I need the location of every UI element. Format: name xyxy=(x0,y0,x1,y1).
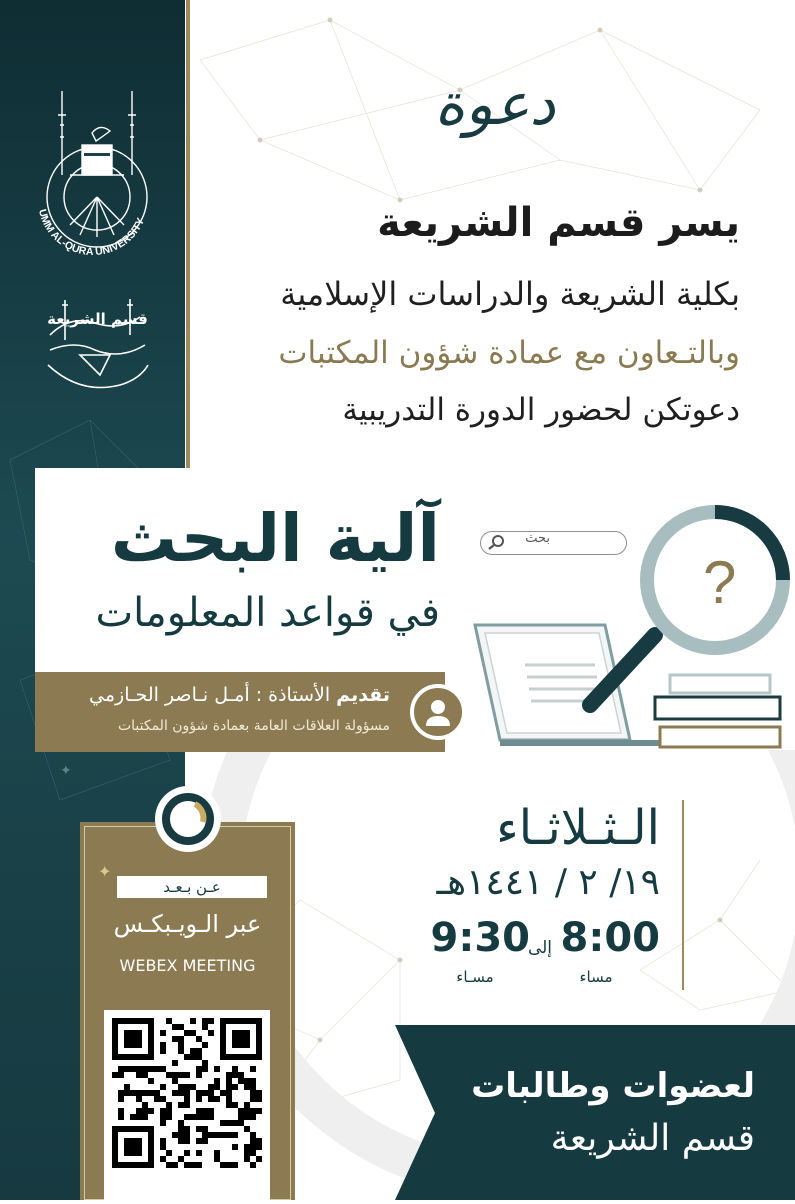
event-day: الـثـلاثـاء xyxy=(496,800,660,856)
qr-code[interactable] xyxy=(104,1010,270,1200)
platform-name-en: WEBEX MEETING xyxy=(119,956,256,975)
search-icon xyxy=(486,533,506,551)
invitation-calligraphy: دعوة xyxy=(434,70,556,138)
remote-label: عـن بـعـد xyxy=(117,876,267,898)
intro-invitation: دعوتكن لحضور الدورة التدريبية xyxy=(342,392,740,428)
intro-heading: يسر قسم الشريعة xyxy=(377,200,740,246)
schedule-divider xyxy=(682,800,684,990)
presenter-role: مسؤولة العلاقات العامة بعمادة شؤون المكتبات xyxy=(117,718,390,734)
university-logo-text xyxy=(18,195,168,259)
svg-text:UMM AL-QURA UNIVERSITY: UMM AL-QURA UNIVERSITY xyxy=(35,207,148,255)
presenter-line xyxy=(45,684,390,706)
intro-college: بكلية الشريعة والدراسات الإسلامية xyxy=(280,275,740,313)
intro-cooperation: وبالتـعاون مع عمادة شؤون المكتبات xyxy=(278,335,740,371)
question-mark-icon: ? xyxy=(703,549,737,616)
end-period: مسـاء xyxy=(456,968,494,986)
moon-badge-icon xyxy=(155,786,221,852)
audience-line-2: قسم الشريعة xyxy=(550,1118,755,1159)
gold-accent-line xyxy=(186,0,190,470)
audience-banner xyxy=(395,1025,795,1200)
time-separator: إلى xyxy=(527,938,553,958)
presenter-label: تقديم xyxy=(336,684,390,706)
start-period: مساء xyxy=(579,968,613,986)
audience-line-1: لعضوات وطالبات xyxy=(471,1066,755,1106)
sparkle-icon: ✦ xyxy=(98,862,112,881)
event-date: ١٩/ ٢ / ١٤٤١هـ xyxy=(436,862,660,903)
presenter-name: الأستاذة : أمـل نـاصر الحـازمي xyxy=(89,684,331,706)
end-time: 9:30 xyxy=(430,915,530,961)
course-subtitle: في قواعد المعلومات xyxy=(95,590,440,636)
course-title: آلية البحث xyxy=(110,500,440,577)
platform-name-ar: عبر الـويـبكـس xyxy=(113,910,262,938)
department-logo-text: قسم الشريعة xyxy=(47,310,148,328)
start-time: 8:00 xyxy=(560,915,660,961)
svg-text:✦: ✦ xyxy=(60,763,72,779)
books-illustration xyxy=(655,675,780,747)
user-icon xyxy=(410,684,466,740)
search-placeholder: بحث xyxy=(525,531,550,546)
